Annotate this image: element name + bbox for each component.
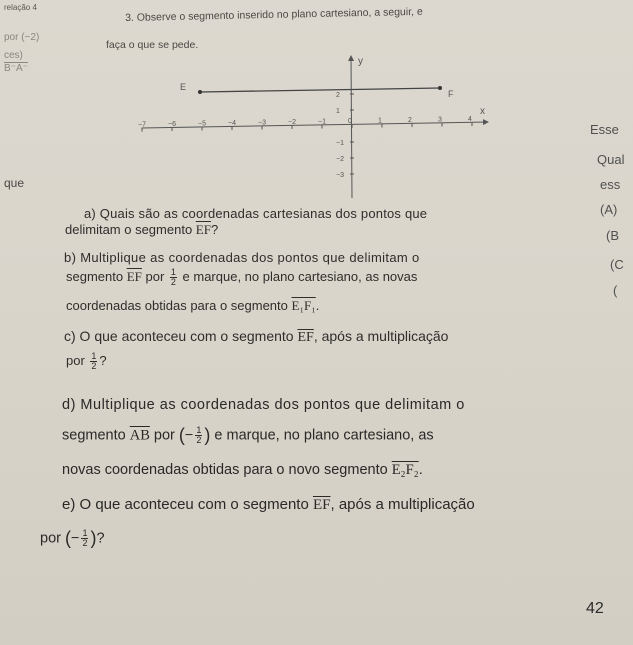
margin-right-text-5: (B bbox=[606, 228, 619, 243]
item-d-text: novas coordenadas obtidas para o novo segmento bbox=[62, 462, 392, 478]
minus-sign: − bbox=[184, 427, 194, 444]
margin-right-text-6: (C bbox=[610, 257, 624, 272]
fraction-numerator: 1 bbox=[196, 425, 202, 435]
item-c-line-2 bbox=[66, 352, 107, 371]
y-tick-label: 2 bbox=[336, 92, 340, 99]
item-d-text-end: e marque, no plano cartesiano, as bbox=[210, 427, 434, 444]
item-c-text: por bbox=[66, 352, 89, 368]
point-f-label: F bbox=[448, 89, 454, 99]
fraction-denominator: 2 bbox=[196, 435, 202, 445]
fraction-denominator: 2 bbox=[91, 361, 97, 371]
fraction-numerator: 1 bbox=[170, 267, 176, 277]
fraction-denominator: 2 bbox=[82, 538, 88, 548]
segment-e1f1-symbol: E₁F₁ bbox=[291, 298, 316, 313]
y-tick-label: 1 bbox=[336, 108, 340, 115]
point-e-label: E bbox=[180, 82, 187, 92]
item-b-line-1: b) Multiplique as coordenadas dos pontos que delimitam o bbox=[64, 250, 420, 265]
margin-right-text-1: Esse bbox=[590, 122, 619, 137]
margin-right-text-7: ( bbox=[613, 283, 618, 298]
x-tick-group bbox=[138, 116, 472, 132]
margin-right-text-4: (A) bbox=[600, 202, 618, 217]
fraction-denominator: 2 bbox=[170, 277, 176, 287]
x-tick-label: 1 bbox=[378, 117, 382, 125]
minus-sign: − bbox=[71, 530, 80, 547]
margin-right-text-3: ess bbox=[600, 177, 621, 192]
x-tick-label: 3 bbox=[438, 116, 442, 124]
question-statement: 3. Observe o segmento inserido no plano cartesiano, a seguir, e bbox=[125, 5, 423, 24]
margin-left-text-1: por (−2) bbox=[4, 32, 40, 43]
item-e-text-end: , após a multiplicação bbox=[330, 496, 475, 513]
x-tick-label: −7 bbox=[138, 121, 146, 129]
x-axis bbox=[142, 119, 488, 128]
segment-ef bbox=[200, 88, 440, 92]
close-paren: ) bbox=[90, 528, 97, 548]
segment-ef-symbol: $\overline{EF}$ bbox=[312, 497, 331, 513]
segment-ef-symbol: $\overline{EF}$ bbox=[195, 222, 211, 237]
item-a-line-2 bbox=[65, 222, 218, 238]
item-b-text: segmento bbox=[66, 268, 127, 284]
margin-left-text-2: ces) bbox=[4, 50, 23, 61]
point-f bbox=[438, 86, 442, 90]
item-e-line-2 bbox=[40, 528, 105, 549]
fraction-one-half bbox=[90, 352, 97, 371]
item-c-question-mark: ? bbox=[99, 352, 107, 368]
item-e-text: e) O que aconteceu com o segmento bbox=[62, 496, 313, 513]
margin-left-text-3: B⁻A⁻ bbox=[4, 63, 28, 74]
item-c-text-end: , após a multiplicação bbox=[313, 328, 449, 344]
margin-right-text-2: Qual bbox=[597, 152, 625, 167]
x-tick-label: −6 bbox=[168, 121, 176, 129]
margin-left-text-4: que bbox=[4, 176, 25, 190]
item-e-line-1 bbox=[62, 496, 475, 514]
item-d-line-2 bbox=[62, 425, 434, 446]
item-b-text-mid: por bbox=[141, 268, 168, 284]
item-e-question-mark: ? bbox=[96, 530, 105, 547]
fraction-numerator: 1 bbox=[91, 351, 97, 361]
cartesian-plane bbox=[140, 52, 500, 202]
item-c-text: c) O que aconteceu com o segmento bbox=[64, 328, 298, 344]
close-paren: ) bbox=[204, 425, 211, 445]
x-axis-label: x bbox=[480, 106, 485, 117]
open-paren: ( bbox=[178, 425, 185, 445]
item-b-text-end: e marque, no plano cartesiano, as novas bbox=[178, 268, 418, 284]
item-b-period: . bbox=[315, 298, 320, 313]
item-d-period: . bbox=[418, 462, 423, 478]
open-paren: ( bbox=[65, 528, 71, 548]
segment-ef-symbol: $\overline{EF}$ bbox=[297, 330, 314, 345]
item-d-line-3 bbox=[62, 462, 423, 479]
point-e bbox=[198, 90, 202, 94]
item-d-text: segmento bbox=[62, 427, 130, 444]
x-tick-label: −1 bbox=[318, 118, 326, 126]
question-instruction: faça o que se pede. bbox=[106, 39, 199, 51]
item-a-question-mark: ? bbox=[210, 222, 219, 237]
item-e-text: por bbox=[40, 530, 65, 547]
item-a-text: delimitam o segmento bbox=[65, 222, 196, 237]
page-number: 42 bbox=[586, 600, 604, 617]
item-c-line-1 bbox=[64, 328, 448, 346]
x-tick-label: −5 bbox=[198, 120, 206, 128]
x-tick-label: 2 bbox=[408, 116, 412, 124]
item-b-line-3 bbox=[66, 298, 319, 314]
segment-ab-symbol: $\overline{AB}$ bbox=[129, 427, 150, 444]
y-tick-label: −1 bbox=[336, 140, 344, 147]
x-tick-label: 0 bbox=[348, 118, 352, 125]
y-axis-label: y bbox=[358, 56, 363, 67]
fraction-one-half bbox=[170, 268, 177, 287]
margin-tag: relação 4 bbox=[4, 3, 37, 12]
segment-ef-symbol: $\overline{EF}$ bbox=[126, 268, 142, 284]
item-a-line-1: a) Quais são as coordenadas cartesianas dos pontos que bbox=[84, 206, 428, 221]
segment-e2f2-symbol: E₂F₂ bbox=[391, 462, 419, 478]
fraction-one-half bbox=[81, 529, 88, 548]
item-b-line-2 bbox=[66, 268, 417, 287]
item-b-text: coordenadas obtidas para o segmento bbox=[66, 298, 292, 313]
fraction-numerator: 1 bbox=[82, 528, 88, 538]
x-tick-label: 4 bbox=[468, 115, 472, 123]
fraction-one-half bbox=[195, 426, 202, 445]
y-tick-label: −3 bbox=[336, 172, 344, 179]
x-tick-label: −2 bbox=[288, 119, 296, 127]
x-tick-label: −3 bbox=[258, 119, 266, 127]
item-d-line-1: d) Multiplique as coordenadas dos pontos que delimitam o bbox=[62, 397, 465, 413]
item-d-text-mid: por bbox=[149, 427, 179, 444]
x-tick-label: −4 bbox=[228, 120, 236, 128]
y-tick-label: −2 bbox=[336, 156, 344, 163]
